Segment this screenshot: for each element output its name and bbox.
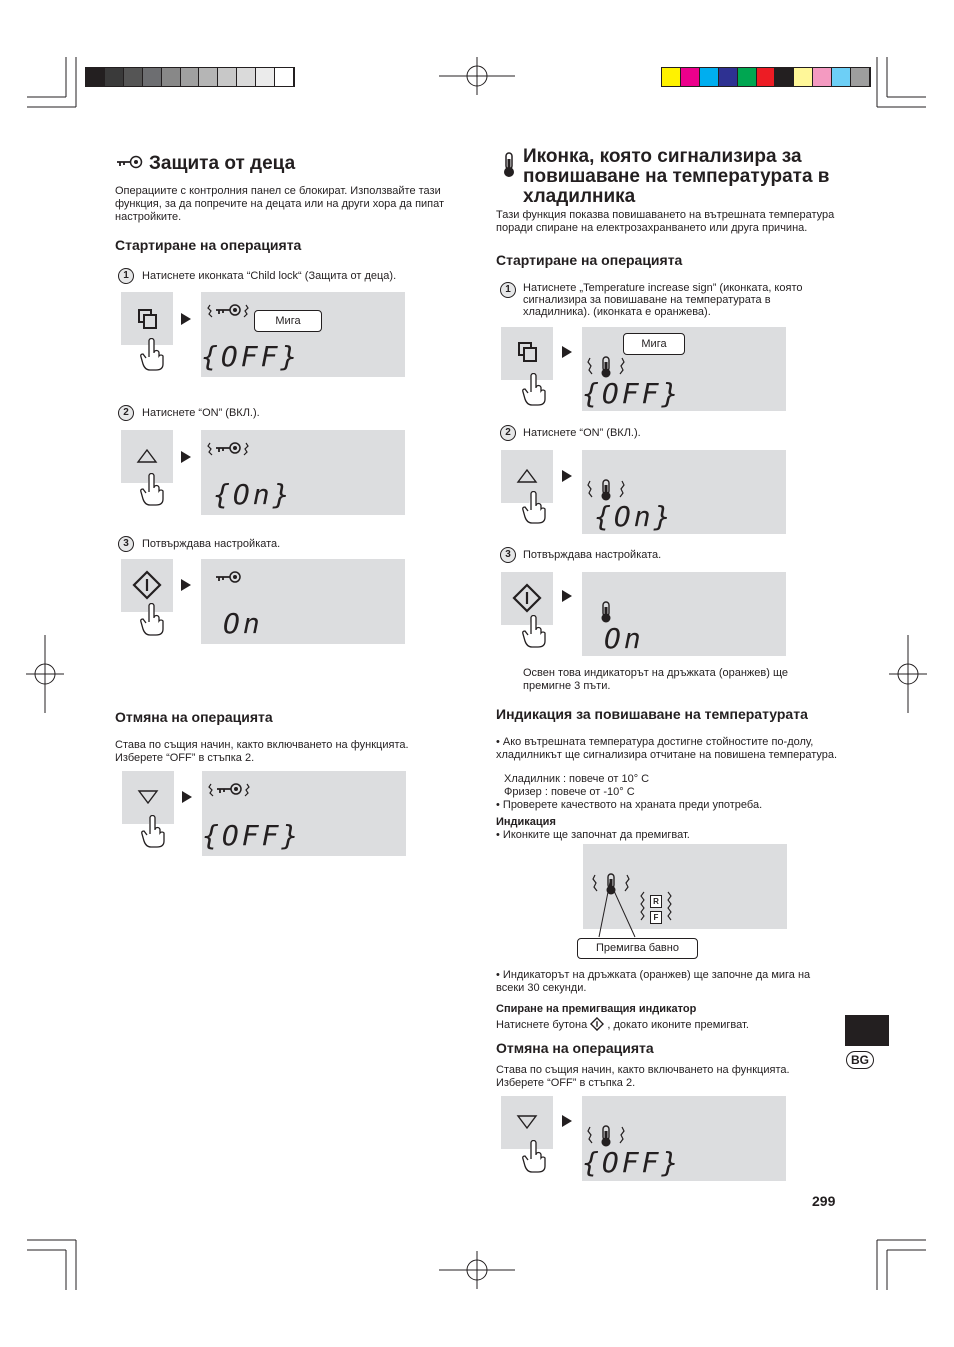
- temperature-intro: Тази функция показва повишаването на вътрешната температура поради спиране на електрозахранването или друга причина.: [496, 209, 835, 234]
- arrow-icon: [181, 579, 191, 591]
- lcd-readout: On: [223, 607, 263, 640]
- blink-callout: Мига: [254, 310, 322, 332]
- hand-pointer-icon: [141, 815, 167, 849]
- step-text: Натиснете иконката “Child lock“ (Защита от деца).: [142, 270, 397, 282]
- freezer-threshold: Фризер : повече от -10° C: [504, 786, 635, 798]
- confirm-diamond-icon: [590, 1017, 604, 1031]
- hand-pointer-icon: [140, 603, 166, 637]
- language-badge: BG: [846, 1051, 874, 1069]
- lcd-display: [582, 327, 786, 411]
- lcd-readout: {On}: [594, 500, 674, 533]
- lcd-display: [201, 559, 405, 644]
- key-icon: [213, 569, 243, 587]
- hand-pointer-icon: [140, 338, 166, 372]
- lcd-display: [202, 771, 406, 856]
- step-number: 1: [500, 282, 516, 298]
- triangle-down-icon: [137, 789, 159, 805]
- lcd-readout: {OFF}: [582, 1146, 682, 1179]
- stop-text-part-b: , докато иконите премигват.: [607, 1019, 749, 1031]
- arrow-icon: [182, 791, 192, 803]
- step-number: 1: [118, 268, 134, 284]
- key-icon: [207, 302, 249, 320]
- stop-blink-heading: Спиране на премигващия индикатор: [496, 1003, 697, 1015]
- chapter-tab: [845, 1015, 889, 1046]
- child-lock-intro: Операциите с контролния панел се блокират. Използвайте тази функция, за да попречите на децата или на други хора да пипат настройките.: [115, 185, 445, 223]
- cancel-text-right: Става по същия начин, както включването на функцията. Изберете “OFF” в стъпка 2.: [496, 1064, 790, 1089]
- step-number: 2: [500, 425, 516, 441]
- indication-bullet-3: • Иконките ще започнат да премигват.: [496, 829, 690, 841]
- fridge-threshold: Хладилник : повече от 10° C: [504, 773, 650, 785]
- lcd-readout: On: [604, 622, 644, 655]
- lcd-display: [201, 292, 405, 377]
- step-text: Натиснете “ON” (ВКЛ.).: [142, 407, 260, 419]
- arrow-icon: [181, 313, 191, 325]
- page-title-child-lock: Защита от деца: [149, 153, 296, 174]
- key-icon: [207, 440, 249, 458]
- lcd-readout: {On}: [213, 478, 293, 511]
- confirm-diamond-icon: [132, 570, 162, 600]
- lcd-display: [201, 430, 405, 515]
- lcd-readout: {OFF}: [582, 377, 682, 410]
- arrow-icon: [562, 470, 572, 482]
- step-text: Натиснете „Temperature increase sign” (иконката, която сигнализира за повишаване на температурата в хладилника). (иконката е оранжева).: [523, 282, 803, 318]
- callout-lines: [595, 880, 645, 940]
- handle-indicator-note: Освен това индикаторът на дръжката (оранжев) ще премигне 3 пъти.: [523, 667, 788, 692]
- lcd-display: [582, 1096, 786, 1181]
- step-number: 2: [118, 405, 134, 421]
- hand-pointer-icon: [522, 615, 548, 649]
- child-lock-icon: [137, 308, 159, 330]
- indication-bullet-4: • Индикаторът на дръжката (оранжев) ще започне да мига на всеки 30 секунди.: [496, 969, 811, 994]
- key-icon: [115, 155, 143, 169]
- step-text: Потвърждава настройката.: [523, 549, 662, 561]
- indication-heading: Индикация за повишаване на температурата: [496, 706, 808, 722]
- fridge-r-icon: R: [650, 895, 662, 908]
- step-number: 3: [500, 547, 516, 563]
- stop-text-part-a: Натиснете бутона: [496, 1019, 588, 1031]
- indication-bullet-2: • Проверете качеството на храната преди употреба.: [496, 799, 763, 811]
- start-heading-right: Стартиране на операцията: [496, 252, 683, 268]
- page-title-temperature: Иконка, която сигнализира за повишаване на температурата в хладилника: [523, 146, 830, 207]
- lcd-display: [582, 572, 786, 656]
- cancel-text-left: Става по същия начин, както включването на функцията. Изберете “OFF” в стъпка 2.: [115, 739, 409, 764]
- stop-blink-text: [496, 1017, 749, 1032]
- hand-pointer-icon: [522, 491, 548, 525]
- indication-bullet-1: • Ако вътрешната температура достигне стойностите по-долу, хладилникът ще сигнализира отчитане на повишена температура.: [496, 736, 838, 761]
- triangle-down-icon: [516, 1114, 538, 1130]
- confirm-diamond-icon: [512, 583, 542, 613]
- hand-pointer-icon: [522, 373, 548, 407]
- hand-pointer-icon: [140, 473, 166, 507]
- arrow-icon: [562, 346, 572, 358]
- step-text: Потвърждава настройката.: [142, 538, 281, 550]
- indication-label: Индикация: [496, 816, 556, 828]
- lcd-readout: {OFF}: [201, 340, 301, 373]
- freezer-f-icon: F: [650, 911, 662, 924]
- arrow-icon: [562, 590, 572, 602]
- thermometer-icon: [502, 152, 516, 178]
- page-number: 299: [812, 1193, 836, 1209]
- arrow-icon: [181, 451, 191, 463]
- cancel-heading-left: Отмяна на операцията: [115, 709, 273, 725]
- cancel-heading-right: Отмяна на операцията: [496, 1040, 654, 1056]
- triangle-up-icon: [516, 468, 538, 484]
- start-heading-left: Стартиране на операцията: [115, 237, 302, 253]
- blink-callout: Мига: [623, 333, 685, 355]
- slow-blink-callout: Премигва бавно: [577, 938, 698, 959]
- step-text: Натиснете “ON” (ВКЛ.).: [523, 427, 641, 439]
- lcd-readout: {OFF}: [202, 819, 302, 852]
- triangle-up-icon: [136, 448, 158, 464]
- hand-pointer-icon: [522, 1140, 548, 1174]
- temperature-sign-icon: [517, 341, 539, 363]
- step-number: 3: [118, 536, 134, 552]
- lcd-display: [582, 450, 786, 534]
- arrow-icon: [562, 1115, 572, 1127]
- key-icon: [208, 781, 250, 799]
